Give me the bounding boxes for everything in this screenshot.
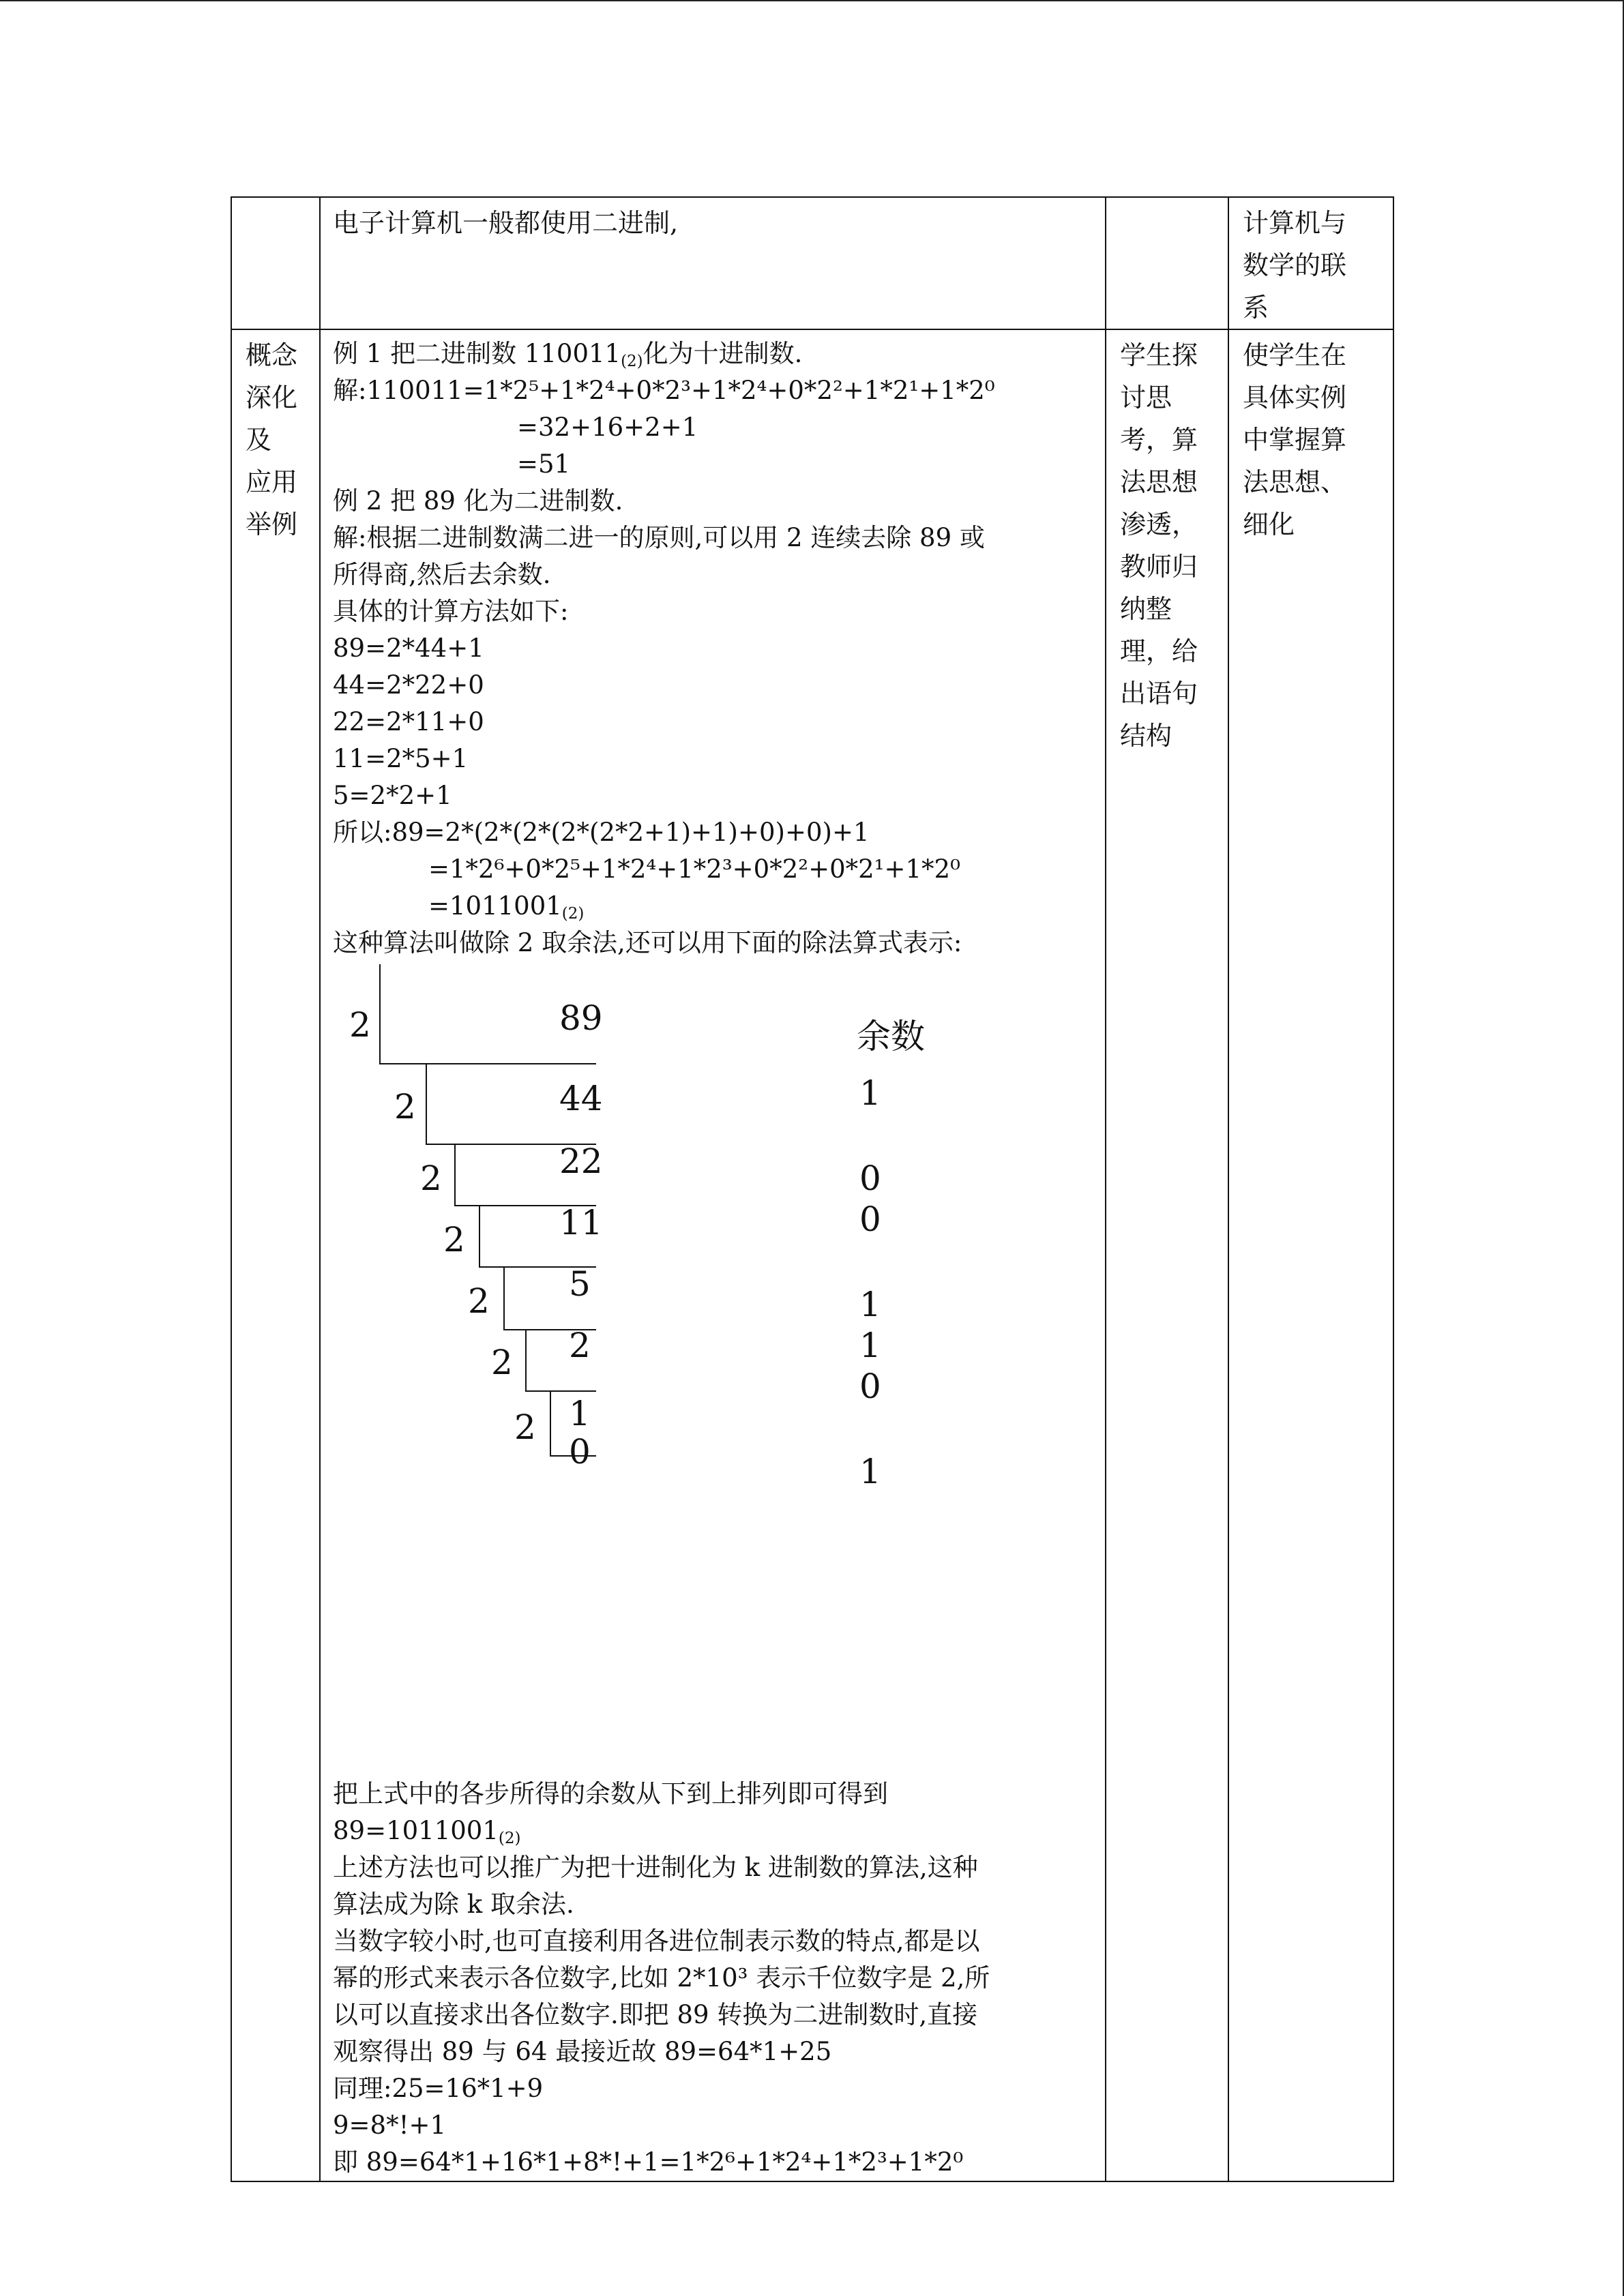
lesson-table	[231, 196, 1394, 2182]
example-2-solution: 解:根据二进制数满二进一的原则,可以用 2 连续去除 89 或	[333, 523, 985, 552]
example-1-step: =51	[517, 449, 571, 479]
purpose-line: 数学的联	[1243, 250, 1347, 280]
division-step: 5=2*2+1	[333, 781, 452, 810]
activity-line: 纳整	[1120, 594, 1172, 624]
table-row	[231, 329, 1393, 2181]
table-row	[231, 197, 1393, 329]
activity-text	[1106, 330, 1228, 757]
divisor: 2	[349, 1005, 371, 1045]
quotient: 0	[569, 1432, 591, 1472]
so-expand: =1*2⁶+0*2⁵+1*2⁴+1*2³+0*2²+0*2¹+1*2⁰	[428, 854, 960, 884]
quotient: 44	[559, 1079, 603, 1118]
final-text: 即 89=64*1+16*1+8*!+1=1*2⁶+1*2⁴+1*2³+1*2⁰	[333, 2147, 964, 2177]
stage-cell	[231, 329, 320, 2181]
division-bracket	[525, 1390, 596, 1392]
stage-line: 应用	[246, 467, 298, 497]
division-bracket	[525, 1329, 527, 1390]
quotient: 2	[569, 1326, 591, 1365]
division-bracket	[454, 1144, 456, 1205]
quotient: 11	[559, 1203, 603, 1242]
example-2-solution: 所得商,然后去余数.	[333, 560, 551, 589]
purpose-line: 具体实例	[1243, 383, 1347, 413]
small-number-text: 当数字较小时,也可直接利用各进位制表示数的特点,都是以	[333, 1926, 980, 1956]
remainder: 0	[859, 1159, 881, 1198]
purpose-line: 计算机与	[1243, 208, 1347, 238]
division-bracket	[379, 964, 381, 1063]
purpose-cell	[1228, 329, 1393, 2181]
quotient: 89	[559, 998, 603, 1038]
remainder: 1	[859, 1452, 881, 1491]
small-number-text: 以可以直接求出各位数字.即把 89 转换为二进制数时,直接	[333, 2000, 978, 2029]
division-bracket	[426, 1063, 427, 1144]
stage-text	[232, 330, 319, 546]
short-division-diagram	[333, 964, 1098, 1571]
purpose-line: 中掌握算	[1243, 425, 1347, 455]
content-cell	[320, 329, 1106, 2181]
content-cell	[320, 197, 1106, 329]
remainder: 1	[859, 1285, 881, 1324]
page-border-top	[0, 0, 1624, 1]
divisor: 2	[394, 1087, 416, 1127]
activity-cell	[1106, 329, 1228, 2181]
activity-line: 学生探	[1120, 340, 1198, 370]
purpose-text	[1229, 198, 1393, 329]
purpose-text	[1229, 330, 1393, 546]
purpose-line: 系	[1243, 293, 1269, 323]
activity-line: 渗透，	[1120, 509, 1198, 539]
remainder: 1	[859, 1073, 881, 1113]
stage-cell	[231, 197, 320, 329]
division-bracket	[479, 1205, 480, 1266]
small-number-text: 幂的形式来表示各位数字,比如 2*10³ 表示千位数字是 2,所	[333, 1963, 990, 1993]
so-result: =1011001(2)	[428, 891, 585, 923]
mod-intro: 这种算法叫做除 2 取余法,还可以用下面的除法算式表示:	[333, 928, 962, 957]
stage-line: 及	[246, 425, 272, 455]
small-number-text: 观察得出 89 与 64 最接近故 89=64*1+25	[333, 2037, 832, 2066]
divisor: 2	[443, 1220, 465, 1259]
example-2-title: 例 2 把 89 化为二进制数.	[333, 486, 623, 516]
activity-cell	[1106, 197, 1228, 329]
stage-text	[232, 198, 319, 202]
stage-line: 概念	[246, 340, 298, 370]
method-intro: 具体的计算方法如下:	[333, 597, 569, 626]
division-step: 44=2*22+0	[333, 670, 484, 700]
purpose-line: 使学生在	[1243, 340, 1347, 370]
division-bracket	[503, 1266, 505, 1329]
quotient: 22	[559, 1142, 603, 1181]
activity-line: 讨思	[1120, 383, 1172, 413]
activity-line: 法思想	[1120, 467, 1198, 497]
example-1-title: 例 1 把二进制数 110011(2)化为十进制数.	[333, 339, 803, 370]
stage-line: 举例	[246, 509, 298, 539]
activity-line: 出语句	[1120, 679, 1198, 709]
same-reason-text: 9=8*!+1	[333, 2111, 446, 2140]
so-line: 所以:89=2*(2*(2*(2*(2*2+1)+1)+0)+0)+1	[333, 818, 870, 847]
purpose-cell	[1228, 197, 1393, 329]
same-reason-text: 同理:25=16*1+9	[333, 2074, 544, 2103]
activity-line: 理，给	[1120, 636, 1198, 666]
spacer	[333, 1571, 1098, 1776]
divisor: 2	[420, 1159, 442, 1198]
division-bracket	[379, 1063, 596, 1064]
example-1-step: =32+16+2+1	[517, 413, 698, 442]
quotient: 5	[569, 1264, 591, 1304]
arrange-text: 把上式中的各步所得的余数从下到上排列即可得到	[333, 1779, 888, 1808]
content-body	[321, 330, 1105, 2181]
quotient: 1	[569, 1394, 591, 1433]
remainder: 0	[859, 1199, 881, 1239]
division-step: 11=2*5+1	[333, 744, 469, 773]
activity-line: 结构	[1120, 721, 1172, 751]
activity-line: 考，算	[1120, 425, 1198, 455]
general-text: 上述方法也可以推广为把十进制化为 k 进制数的算法,这种	[333, 1853, 978, 1882]
purpose-line: 细化	[1243, 509, 1295, 539]
example-1-solution: 解:110011=1*2⁵+1*2⁴+0*2³+1*2⁴+0*2²+1*2¹+1*2⁰	[333, 376, 995, 405]
arrange-result: 89=1011001(2)	[333, 1816, 521, 1847]
stage-line: 深化	[246, 383, 298, 413]
divisor: 2	[514, 1407, 536, 1447]
general-text: 算法成为除 k 取余法.	[333, 1890, 574, 1919]
remainder: 0	[859, 1367, 881, 1406]
division-step: 89=2*44+1	[333, 633, 484, 663]
divisor: 2	[468, 1281, 490, 1321]
purpose-line: 法思想、	[1243, 467, 1347, 497]
remainder: 1	[859, 1326, 881, 1365]
remainder-header: 余数	[857, 1017, 925, 1056]
activity-line: 教师归	[1120, 552, 1198, 582]
division-step: 22=2*11+0	[333, 707, 484, 736]
divisor: 2	[491, 1343, 513, 1382]
content-text: 电子计算机一般都使用二进制,	[333, 208, 679, 238]
activity-text	[1106, 198, 1228, 202]
division-bracket	[550, 1390, 551, 1455]
